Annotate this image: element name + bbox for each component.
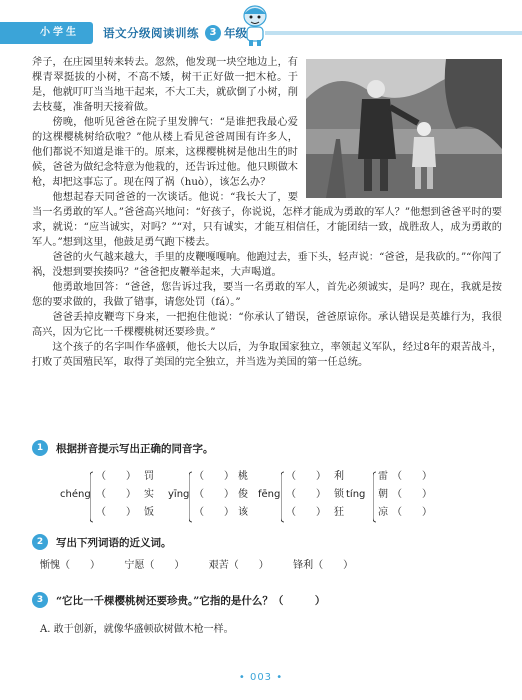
pinyin-label: tíng <box>346 489 366 500</box>
grade-number-badge: 3 <box>205 25 221 41</box>
answer-blank[interactable]: （ ） <box>194 507 234 518</box>
question-number-badge: 2 <box>32 534 48 550</box>
synonym-item[interactable]: 宁愿（ ） <box>124 560 185 571</box>
answer-blank[interactable]: （ ） <box>194 489 234 500</box>
pinyin-label: fēng <box>258 489 281 500</box>
header-stripe <box>265 31 522 35</box>
word-char: 锁 <box>334 489 344 500</box>
word-char: 雷 <box>378 471 388 482</box>
question-number-badge: 1 <box>32 440 48 456</box>
book-title: 语文分级阅读训练 <box>103 26 199 40</box>
bracket-icon <box>90 471 94 523</box>
answer-blank[interactable]: （ ） <box>96 489 136 500</box>
pinyin-label: yīng <box>168 489 190 500</box>
story-paragraph: 爸爸丢掉皮鞭弯下身来，一把抱住他说：“你承认了错误，爸爸原谅你。承认错误是英雄行为，我很高兴，因为它比一千棵樱桃树还要珍贵。” <box>32 312 502 338</box>
story-paragraph: 他想起春天同爸爸的一次谈话。他说：“我长大了，要当一名勇敢的军人。”爸爸高兴地问：“好孩子，你说说，怎样才能成为勇敢的军人？”他想到爸爸平时的要求，就说：“应当诚实，对吗？”“对，只有诚实，才能互相信任，才能团结一致，战胜敌人，成为勇敢的军人。”想到这里，他鼓足勇气跑下楼去。 <box>32 192 502 248</box>
word-char: 饭 <box>144 507 154 518</box>
word-char: 俊 <box>238 489 248 500</box>
answer-blank[interactable]: （ ） <box>194 471 234 482</box>
question-2 <box>32 534 502 550</box>
question-title: 写出下列词语的近义词。 <box>56 536 172 549</box>
answer-blank[interactable]: （ ） <box>96 471 136 482</box>
question-title: 根据拼音提示写出正确的同音字。 <box>56 442 214 455</box>
answer-blank[interactable]: （ ） <box>286 489 326 500</box>
page-number: • 003 • <box>238 672 284 683</box>
page-header <box>0 0 522 52</box>
answer-blank[interactable]: （ ） <box>392 507 432 518</box>
word-char: 实 <box>144 489 154 500</box>
answer-option-a[interactable]: A. 敢于创新，就像华盛顿砍树做木枪一样。 <box>40 624 234 635</box>
story-text <box>32 55 502 370</box>
story-paragraph: 斧子，在庄园里转来转去。忽然，他发现一块空地边上，有棵青翠挺拔的小树，不高不矮，树干正好做一把木枪。于是，他就叮叮当当地干起来，不大工夫，就砍倒了小树，削去枝蔓，准备明天接着做。 <box>32 57 298 113</box>
bracket-icon <box>373 471 377 523</box>
grade-label: 年级 <box>224 26 247 40</box>
question-1 <box>32 440 502 456</box>
answer-blank[interactable]: （ ） <box>392 489 432 500</box>
pinyin-label: chéng <box>60 489 91 500</box>
bracket-icon <box>281 471 285 523</box>
word-char: 凉 <box>378 507 388 518</box>
synonym-item[interactable]: 锋利（ ） <box>293 560 354 571</box>
bracket-icon <box>189 471 193 523</box>
word-char: 该 <box>238 507 248 518</box>
word-char: 朝 <box>378 489 388 500</box>
answer-blank[interactable]: （ ） <box>286 471 326 482</box>
answer-blank[interactable]: （ ） <box>392 471 432 482</box>
word-char: 桃 <box>238 471 248 482</box>
series-label: 小学生 <box>0 22 93 44</box>
synonym-item[interactable]: 艰苦（ ） <box>208 560 269 571</box>
question-title[interactable]: “它比一千棵樱桃树还要珍贵。”它指的是什么？（ ） <box>56 594 326 607</box>
story-paragraph: 爸爸的火气越来越大，手里的皮鞭嘎嘎响。他跑过去，垂下头，轻声说：“爸爸，是我砍的。”“你闯了祸，没想到要挨揍吗？”爸爸把皮鞭举起来，大声喝道。 <box>32 252 502 278</box>
question-number-badge: 3 <box>32 592 48 608</box>
synonym-item[interactable]: 惭愧（ ） <box>40 560 100 571</box>
story-paragraph: 傍晚，他听见爸爸在院子里发脾气：“是谁把我最心爱的这棵樱桃树给砍啦？”他从楼上看见爸爸周围有许多人，他们都说不知道是谁干的。原来，这棵樱桃树是他出生的时候，爸爸为做纪念特意为他栽的，还告诉过他。他只顾做木枪，却把这事忘了。现在闯了祸（huò），该怎么办？ <box>32 117 298 188</box>
question-3 <box>32 592 502 608</box>
story-paragraph: 这个孩子的名字叫作华盛顿，他长大以后，为争取国家独立，率领起义军队，经过8年的艰苦战斗，打败了英国殖民军，取得了美国的完全独立，并当选为美国的第一任总统。 <box>32 342 502 368</box>
mascot-icon <box>235 2 275 48</box>
word-char: 狂 <box>334 507 344 518</box>
word-char: 罚 <box>144 471 154 482</box>
synonym-row <box>40 556 353 571</box>
story-paragraph: 他勇敢地回答：“爸爸，您告诉过我，要当一名勇敢的军人，首先必须诚实，是吗？现在，我就是按您的要求做的，我做了错事，请您处罚（fá）。” <box>32 282 502 308</box>
washington-illustration <box>306 59 502 198</box>
homophone-table <box>60 467 500 527</box>
answer-blank[interactable]: （ ） <box>96 507 136 518</box>
word-char: 利 <box>334 471 344 482</box>
answer-blank[interactable]: （ ） <box>286 507 326 518</box>
